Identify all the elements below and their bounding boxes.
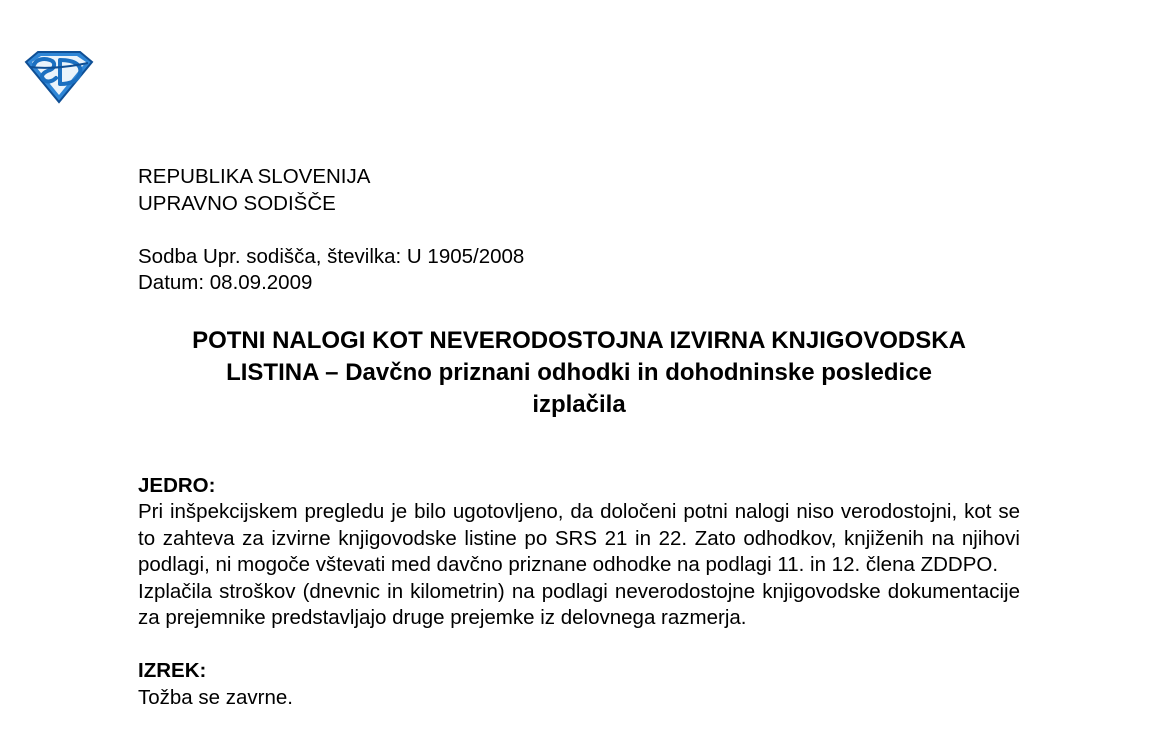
document-title xyxy=(138,325,1020,421)
case-meta xyxy=(138,244,1020,297)
case-date: Datum: 08.09.2009 xyxy=(138,271,313,294)
jedro-label: JEDRO: xyxy=(138,473,216,497)
jedro-section xyxy=(138,473,1020,632)
jedro-paragraph-1: Pri inšpekcijskem pregledu je bilo ugotovljeno, da določeni potni nalogi niso verodostojni, kot se to zahteva za izvirne knjigovodske listine po SRS 21 in 22. Zato odhodkov, knjiženih na njihovi podlagi, ni mogoče vštevati med davčno priznane odhodke na podlagi 11. in 12. člena ZDDPO. xyxy=(138,500,1020,576)
sd-logo-icon xyxy=(22,48,96,104)
court-header xyxy=(138,164,1020,217)
title-line-3: izplačila xyxy=(532,390,626,418)
court-country: REPUBLIKA SLOVENIJA xyxy=(138,165,371,188)
case-number: Sodba Upr. sodišča, številka: U 1905/2008 xyxy=(138,244,525,268)
title-line-1: POTNI NALOGI KOT NEVERODOSTOJNA IZVIRNA KNJIGOVODSKA xyxy=(192,326,966,354)
document-body xyxy=(138,164,1020,711)
izrek-label: IZREK: xyxy=(138,659,207,682)
jedro-paragraph-2: Izplačila stroškov (dnevnic in kilometrin) na podlagi neverodostojne knjigovodske dokumentacije za prejemnike predstavljajo druge prejemke iz delovnega razmerja. xyxy=(138,579,1020,629)
title-line-2: LISTINA – Davčno priznani odhodki in dohodninske posledice xyxy=(226,358,932,386)
izrek-text: Tožba se zavrne. xyxy=(138,685,293,709)
izrek-section xyxy=(138,658,1020,711)
court-name: UPRAVNO SODIŠČE xyxy=(138,191,336,215)
